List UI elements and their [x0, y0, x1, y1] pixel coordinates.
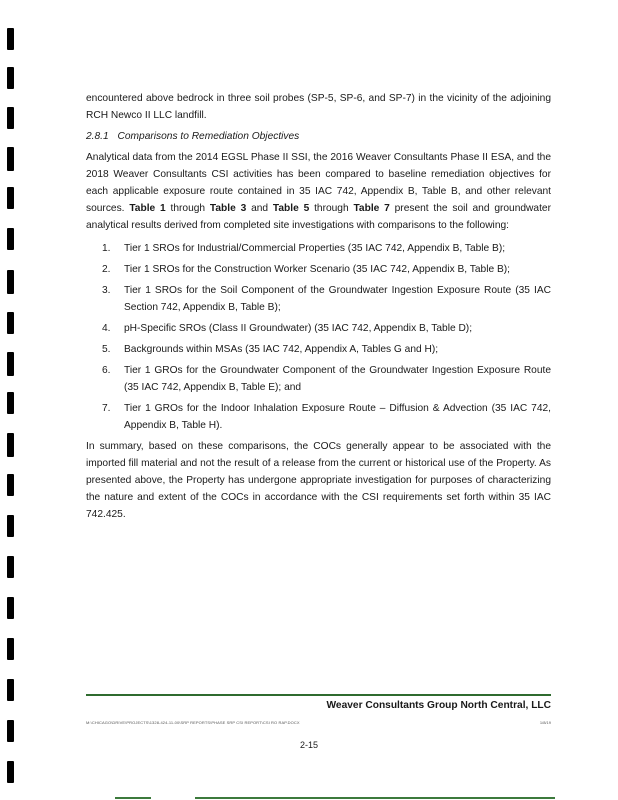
list-item [86, 400, 551, 434]
table-reference: Table 3 [209, 203, 247, 214]
list-item-number: 5. [102, 344, 111, 355]
binder-hole [7, 107, 14, 129]
section-title: Comparisons to Remediation Objectives [117, 131, 300, 142]
binder-hole [7, 28, 14, 50]
paragraph-text: and [251, 203, 269, 214]
list-item [86, 282, 551, 316]
table-reference: Table 1 [129, 203, 166, 214]
list-item-text: Tier 1 SROs for the Construction Worker Scenario (35 IAC 742, Appendix B, Table B); [124, 264, 510, 275]
footer-file-path: M:\CHICAGO\DRIVE\PROJECTS\1328-424-11-00\SRP REPORTS\PHASE SRP CSI REPORT\CSI RO RAP.DOCX [86, 720, 300, 725]
body-content [86, 90, 551, 527]
footer-divider [86, 694, 551, 696]
list-item-number: 6. [102, 365, 111, 376]
list-item-number: 1. [102, 243, 111, 254]
list-item [86, 240, 551, 257]
binder-hole [7, 67, 14, 89]
binder-hole [7, 720, 14, 742]
bottom-divider [115, 797, 151, 799]
binder-hole [7, 392, 14, 414]
list-item-number: 2. [102, 264, 111, 275]
binder-hole [7, 187, 14, 209]
summary-paragraph: In summary, based on these comparisons, the COCs generally appear to be associated with the imported fill material and not the result of a release from the current or historical use of the Property. As presented above, the Property has undergone appropriate investigation for purposes of characterizing the nature and extent of the COCs in accordance with the CSI requirements set forth within 35 IAC 742.425. [86, 441, 551, 520]
binder-hole [7, 352, 14, 376]
binder-hole [7, 679, 14, 701]
list-item-text: Tier 1 SROs for Industrial/Commercial Properties (35 IAC 742, Appendix B, Table B); [124, 243, 506, 254]
binder-hole [7, 556, 14, 578]
section-heading [86, 128, 551, 145]
footer-date: 1/8/19 [539, 720, 551, 725]
list-item-text: Tier 1 GROs for the Groundwater Component of the Groundwater Ingestion Exposure Route (35 IAC 742, Appendix B, Table E); and [124, 365, 551, 393]
paragraph-text: through [170, 203, 206, 214]
binder-hole [7, 597, 14, 619]
table-reference: Table 7 [353, 203, 390, 214]
binder-hole [7, 270, 14, 294]
intro-paragraph: encountered above bedrock in three soil probes (SP-5, SP-6, and SP-7) in the vicinity of the adjoining RCH Newco II LLC landfill. [86, 93, 551, 121]
list-item-text: pH-Specific SROs (Class II Groundwater) (35 IAC 742, Appendix B, Table D); [124, 323, 473, 334]
binder-hole [7, 761, 14, 783]
paragraph-text: Analytical data from the 2014 EGSL Phase II SSI, the 2016 Weaver Consultants Phase II ESA, and the 2018 Weaver Consultants CSI activities has been compared to baseline remediation objectives for each applicable exposure route contained in 35 IAC 742, Appendix B, Table B, and other relevant sources. [86, 152, 551, 214]
footer-company-name: Weaver Consultants Group North Central, LLC [326, 700, 551, 711]
list-item-text: Tier 1 GROs for the Indoor Inhalation Exposure Route – Diffusion & Advection (35 IAC 742, Appendix B, Table H). [124, 403, 551, 431]
paragraph-text: present the soil and groundwater analytical results derived from completed site investigations with comparisons to the following: [86, 203, 551, 231]
analysis-paragraph [86, 149, 551, 234]
binder-hole [7, 147, 14, 171]
page-number: 2-15 [300, 740, 319, 750]
list-item-number: 3. [102, 285, 111, 296]
section-number: 2.8.1 [86, 131, 109, 142]
list-item [86, 320, 551, 337]
remediation-objectives-list [86, 240, 551, 434]
list-item [86, 362, 551, 396]
binder-hole [7, 228, 14, 250]
bottom-divider [195, 797, 555, 799]
binder-hole [7, 474, 14, 496]
binder-hole [7, 312, 14, 334]
list-item [86, 341, 551, 358]
table-reference: Table 5 [272, 203, 310, 214]
list-item-text: Backgrounds within MSAs (35 IAC 742, Appendix A, Tables G and H); [124, 344, 439, 355]
binder-hole [7, 638, 14, 660]
binder-hole [7, 515, 14, 537]
list-item-number: 7. [102, 403, 111, 414]
paragraph-text: through [314, 203, 349, 214]
list-item-number: 4. [102, 323, 111, 334]
list-item-text: Tier 1 SROs for the Soil Component of the Groundwater Ingestion Exposure Route (35 IAC Section 742, Appendix B, Table B); [124, 285, 551, 313]
binder-hole [7, 433, 14, 457]
list-item [86, 261, 551, 278]
